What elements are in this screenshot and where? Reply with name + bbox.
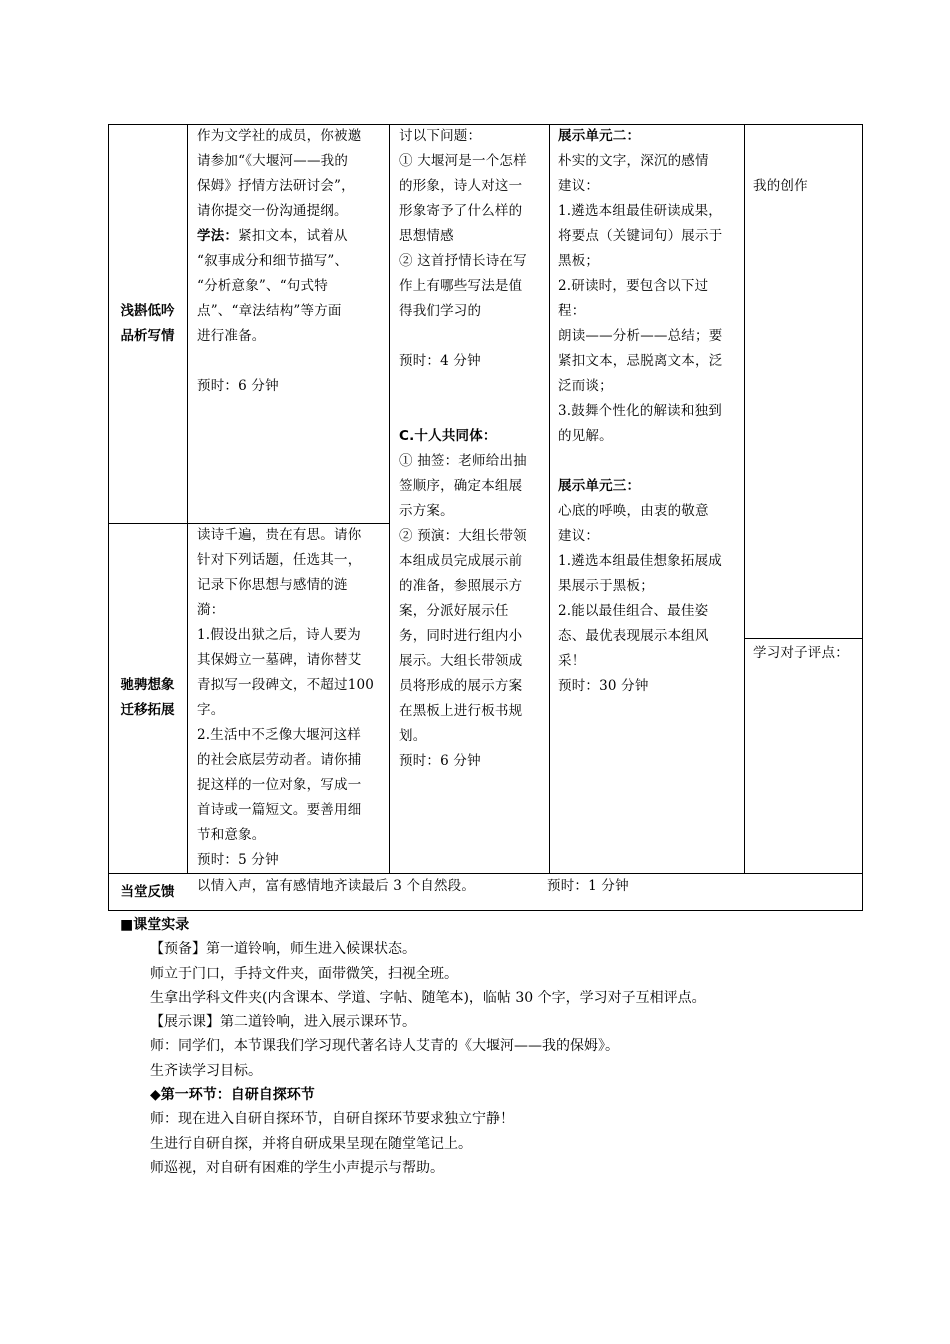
section-heading: ◆第一环节：自研自探环节 xyxy=(150,1087,315,1104)
column-divider xyxy=(187,124,188,873)
column-divider xyxy=(389,124,390,873)
feedback-text: 以情入声，富有感情地齐读最后 3 个自然段。 xyxy=(197,878,476,894)
task-appreciation-text: 作为文学社的成员，你被邀 请参加“《大堰河——我的 保姆》抒情方法研讨会”， 请你提交一份沟通提纲。 学法：紧扣文本，试着从 “叙事成分和细节描写”、 “分析意象”、“句式特 点”、“章法结构”等方面 进行准备。 预时：6 分钟 xyxy=(197,128,362,394)
classroom-record: ■课堂实录 【预备】第一道铃响，师生进入候课状态。 师立于门口，手持文件夹，面带微笑，扫视全班。 生拿出学科文件夹(内含课本、学道、字帖、随笔本)，临帖 30 个字，学习对子互相评点。 【展示课】第二道铃响，进入展示课环节。 师：同学们，本节课我们学习现代著名诗人艾青的《大堰河——我的保姆》。 生齐读学习目标。 ◆第一环节：自研自探环节 师：现在进入自研自探环节，自研自探环节要求独立宁静！ 生进行自研自探，并将自研成果呈现在随堂笔记上。 师巡视，对自研有困难的学生小声提示与帮助。 xyxy=(120,913,860,1180)
lesson-plan-table xyxy=(108,124,863,911)
column-divider xyxy=(744,124,745,873)
row-divider xyxy=(744,638,863,639)
stage-label-feedback: 当堂反馈 xyxy=(120,884,175,900)
my-creation-label: 我的创作 xyxy=(753,178,808,194)
table-border-left xyxy=(108,124,109,911)
stage-label-imagination: 驰骋想象 迁移拓展 xyxy=(120,677,175,718)
peer-review-label: 学习对子评点： xyxy=(753,645,849,661)
group-discussion-text: 讨以下问题： ① 大堰河是一个怎样 的形象，诗人对这一 形象寄予了什么样的 思想情感 ② 这首抒情长诗在写 作上有哪些写法是值 得我们学习的 预时：4 分钟 C.十人共同体： ① 抽签：老师给出抽 签顺序，确定本组展 示方案。 ② 预演：大组长带领 本组成员完成展示前 的准备，参照展示方 案，分派好展示任 务，同时进行组内小 展示。大组长带领成 员将形成的展示方案 在黑板上进行板书规 划。 预时：6 分钟 xyxy=(399,128,527,769)
display-units-text: 展示单元二： 朴实的文字，深沉的感情 建议： 1.遴选本组最佳研读成果， 将要点（关键词句）展示于 黑板； 2.研读时，要包含以下过 程： 朗读——分析——总结；要 紧扣文本，忌脱离文本，泛 泛而谈； 3.鼓舞个性化的解读和独到 的见解。 展示单元三： 心底的呼唤，由衷的敬意 建议： 1.遴选本组最佳想象拓展成 果展示于黑板； 2.能以最佳组合、最佳姿 态、最优表现展示本组风 采！ 预时：30 分钟 xyxy=(558,128,723,694)
stage-label-appreciation: 浅斟低吟 品析写情 xyxy=(120,303,175,344)
record-title: ■课堂实录 xyxy=(120,917,190,933)
task-imagination-text: 读诗千遍，贵在有思。请你 针对下列话题，任选其一， 记录下你思想与感情的涟 漪： 1.假设出狱之后，诗人要为 其保姆立一墓碑，请你替艾 青拟写一段碑文，不超过100 字。 2.生活中不乏像大堰河这样 的社会底层劳动者。请你捕 捉这样的一位对象，写成一 首诗或一篇短文。要善用细 节和意象。 预时：5 分钟 xyxy=(197,527,375,868)
table-border-right xyxy=(862,124,863,911)
feedback-time: 预时：1 分钟 xyxy=(547,878,629,894)
column-divider xyxy=(549,124,550,873)
table-border-bottom xyxy=(108,910,863,911)
